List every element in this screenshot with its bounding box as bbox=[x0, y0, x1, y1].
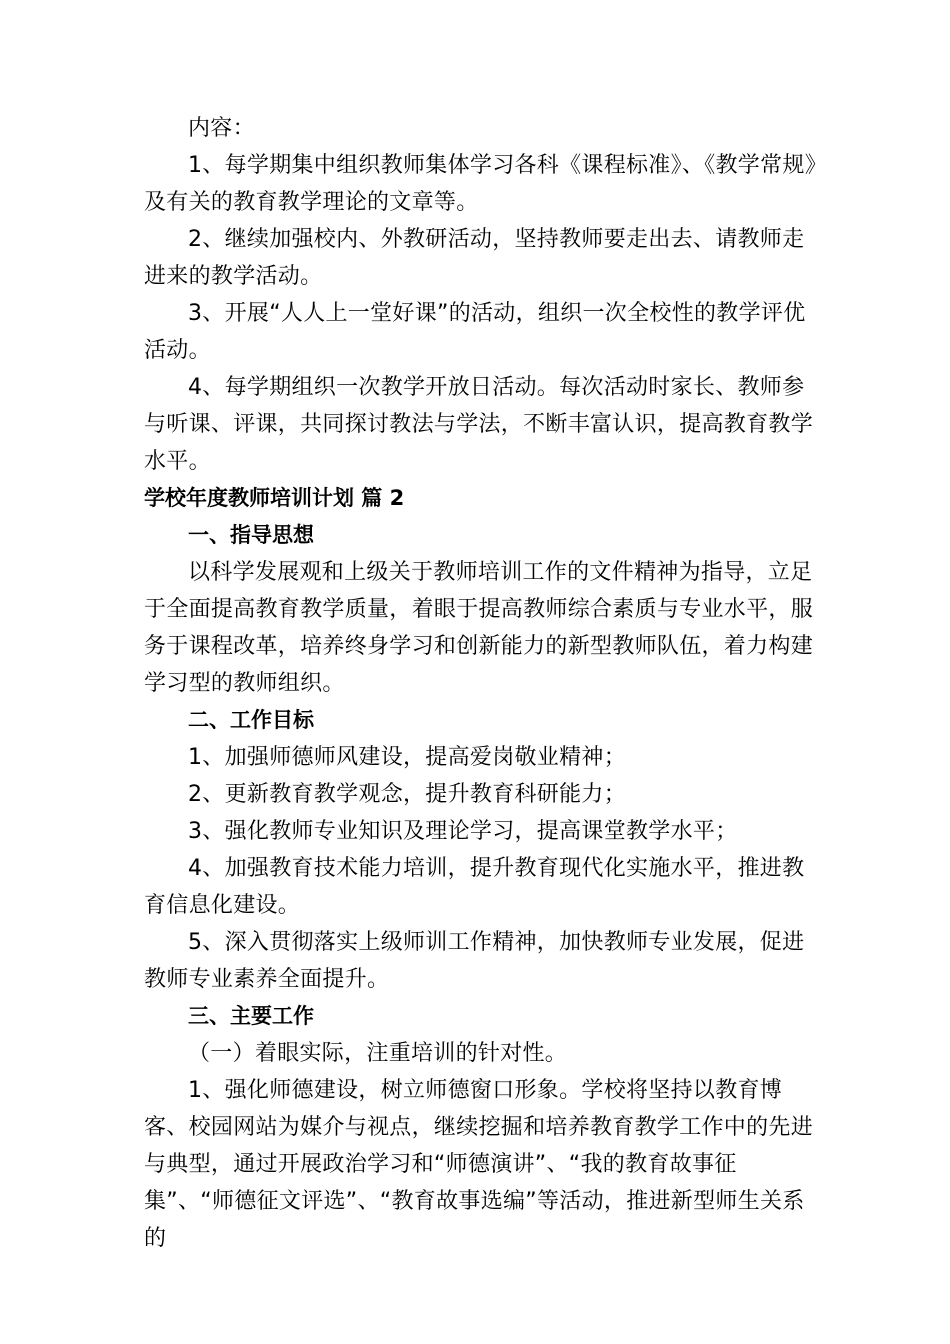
heading-guiding-ideology: 一、指导思想 bbox=[188, 523, 314, 547]
paragraph-goal-1: 1、加强师德师风建设，提高爱岗敬业精神； bbox=[188, 745, 626, 770]
paragraph-subsection-1: （一）着眼实际，注重培训的针对性。 bbox=[188, 1041, 568, 1066]
paragraph-content-label: 内容： bbox=[188, 116, 255, 141]
document-body bbox=[144, 110, 824, 1257]
paragraph-item-3: 3、开展“人人上一堂好课”的活动，组织一次全校性的教学评优活动。 bbox=[144, 301, 806, 363]
paragraph-goal-4: 4、加强教育技术能力培训，提升教育现代化实施水平，推进教育信息化建设。 bbox=[144, 856, 805, 918]
paragraph-work-1: 1、强化师德建设，树立师德窗口形象。学校将坚持以教育博客、校园网站为媒介与视点，继续挖掘和培养教育教学工作中的先进与典型，通过开展政治学习和“师德演讲”、“我的教育故事征集”、“师德征文评选”、“教育故事选编”等活动，推进新型师生关系的 bbox=[144, 1078, 814, 1251]
paragraph-goal-3: 3、强化教师专业知识及理论学习，提高课堂教学水平； bbox=[188, 819, 738, 844]
paragraph-item-4: 4、每学期组织一次教学开放日活动。每次活动时家长、教师参与听课、评课，共同探讨教法与学法，不断丰富认识，提高教育教学水平。 bbox=[144, 375, 814, 474]
heading-main-work: 三、主要工作 bbox=[188, 1004, 314, 1028]
paragraph-goal-5: 5、深入贯彻落实上级师训工作精神，加快教师专业发展，促进教师专业素养全面提升。 bbox=[144, 930, 805, 992]
heading-work-goals: 二、工作目标 bbox=[188, 708, 314, 732]
paragraph-item-2: 2、继续加强校内、外教研活动，坚持教师要走出去、请教师走进来的教学活动。 bbox=[144, 227, 805, 289]
paragraph-goal-2: 2、更新教育教学观念，提升教育科研能力； bbox=[188, 782, 626, 807]
paragraph-guiding-ideology: 以科学发展观和上级关于教师培训工作的文件精神为指导，立足于全面提高教育教学质量，着眼于提高教师综合素质与专业水平，服务于课程改革，培养终身学习和创新能力的新型教师队伍，着力构建学习型的教师组织。 bbox=[144, 560, 814, 696]
section-title: 学校年度教师培训计划 篇 2 bbox=[144, 486, 405, 510]
paragraph-item-1: 1、每学期集中组织教师集体学习各科《课程标准》、《教学常规》及有关的教育教学理论的文章等。 bbox=[144, 153, 816, 215]
